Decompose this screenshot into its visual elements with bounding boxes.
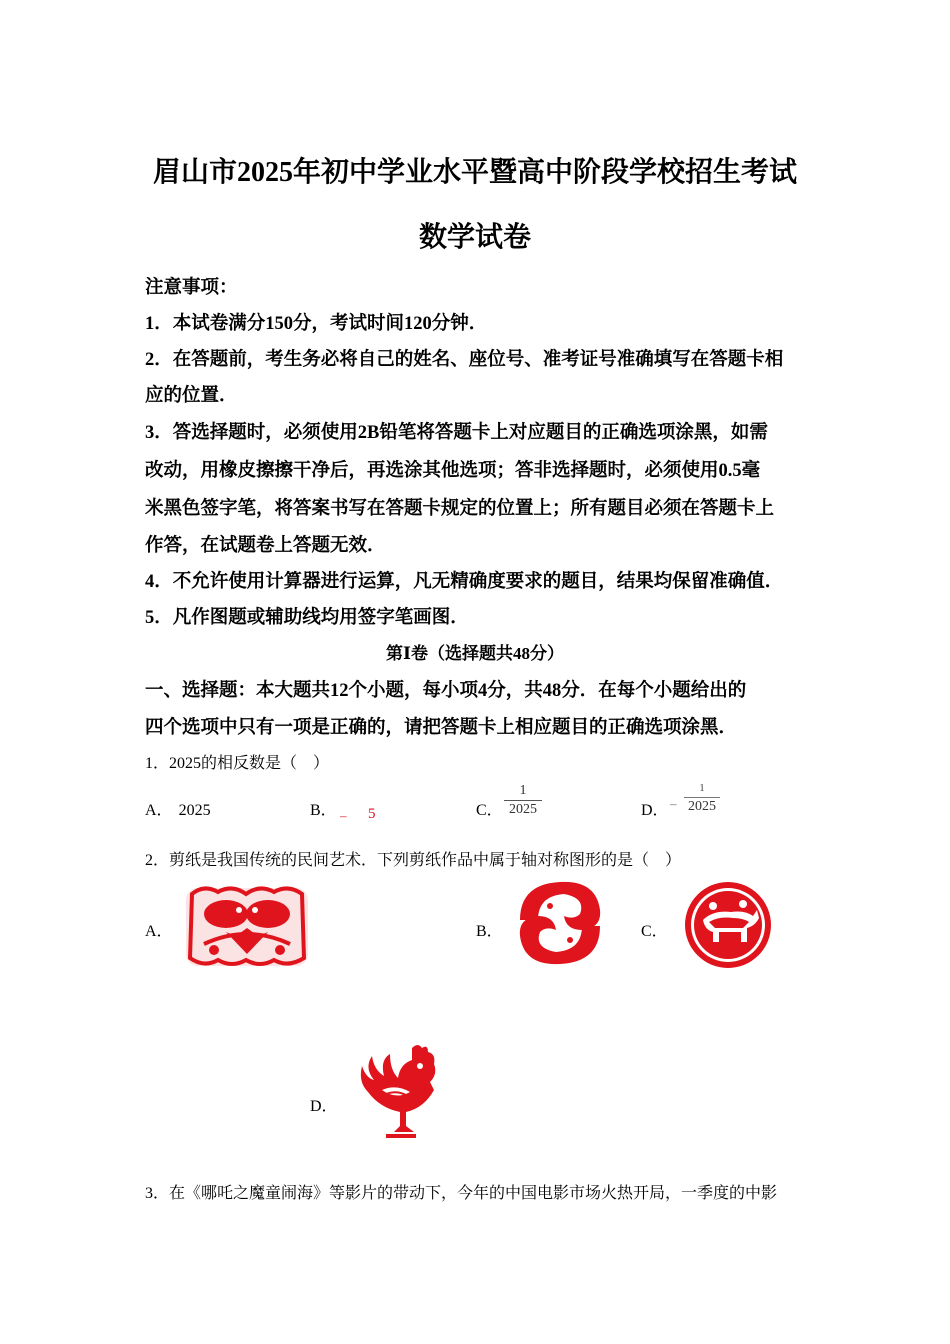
q1-b-minus: –	[340, 808, 347, 823]
question-1-stem: 1．2025的相反数是（ ）	[145, 755, 330, 772]
q1-option-c	[476, 797, 503, 820]
fraction-numerator: 1	[699, 783, 705, 794]
notice-line: 4．不允许使用计算器进行运算，凡无精确度要求的题目，结果均保留准确值．	[145, 572, 784, 592]
q1-option-b	[310, 797, 337, 820]
q2-option-c-label: C．	[641, 923, 668, 940]
notice-line: 3．答选择题时，必须使用2B铅笔将答题卡上对应题目的正确选项涂黑，如需	[145, 423, 768, 443]
notice-line: 作答，在试题卷上答题无效．	[145, 536, 386, 556]
notice-line: 应的位置．	[145, 386, 238, 406]
q2-option-a-label: A．	[145, 923, 173, 940]
section-instructions: 一、选择题：本大题共12个小题，每小项4分，共48分．在每个小题给出的	[145, 681, 747, 701]
notice-line: 2．在答题前，考生务必将自己的姓名、座位号、准考证号准确填写在答题卡相	[145, 350, 784, 370]
paper-cut-ox-image	[683, 880, 773, 970]
fraction-numerator: 1	[519, 783, 527, 798]
option-label: D．	[641, 802, 669, 819]
section-instructions: 四个选项中只有一项是正确的，请把答题卡上相应题目的正确选项涂黑．	[145, 718, 738, 738]
q1-option-a	[145, 797, 211, 820]
exam-subtitle: 数学试卷	[418, 222, 531, 253]
question-2-stem: 2．剪纸是我国传统的民间艺术．下列剪纸作品中属于轴对称图形的是（ ）	[145, 852, 682, 869]
fraction-bar	[504, 800, 542, 801]
option-label: C．	[476, 802, 503, 819]
exam-title: 眉山市2025年初中学业水平暨高中阶段学校招生考试	[152, 157, 797, 188]
q1-b-value: 5	[368, 806, 376, 822]
paper-cut-fish-image	[184, 884, 310, 970]
q2-option-b-label: B．	[476, 923, 503, 940]
q1-option-d	[641, 797, 669, 820]
fraction-bar	[684, 797, 720, 798]
q1-d-fraction	[680, 783, 724, 815]
notice-line: 5．凡作图题或辅助线均用签字笔画图．	[145, 608, 469, 628]
question-3-stem: 3．在《哪吒之魔童闹海》等影片的带动下，今年的中国电影市场火热开局，一季度的中影	[145, 1185, 778, 1202]
fraction-denominator: 2025	[688, 799, 716, 814]
section-heading: 第Ⅰ卷（选择题共48分）	[386, 644, 564, 663]
option-label: B．	[310, 802, 337, 819]
q2-option-d-label: D．	[310, 1098, 338, 1115]
option-value: 2025	[178, 802, 211, 819]
option-label: A．	[145, 802, 173, 819]
q1-d-minus: –	[670, 796, 677, 811]
paper-cut-rooster-image	[356, 1042, 440, 1140]
q1-c-fraction	[500, 783, 546, 818]
notice-line: 改动，用橡皮擦擦干净后，再选涂其他选项；答非选择题时，必须使用0.5毫	[145, 461, 761, 481]
notice-heading: 注意事项：	[145, 278, 238, 298]
paper-cut-swirl-image	[514, 876, 606, 970]
notice-line: 米黑色签字笔，将答案书写在答题卡规定的位置上；所有题目必须在答题卡上	[145, 499, 775, 519]
fraction-denominator: 2025	[509, 802, 537, 817]
notice-line: 1．本试卷满分150分，考试时间120分钟．	[145, 314, 488, 334]
